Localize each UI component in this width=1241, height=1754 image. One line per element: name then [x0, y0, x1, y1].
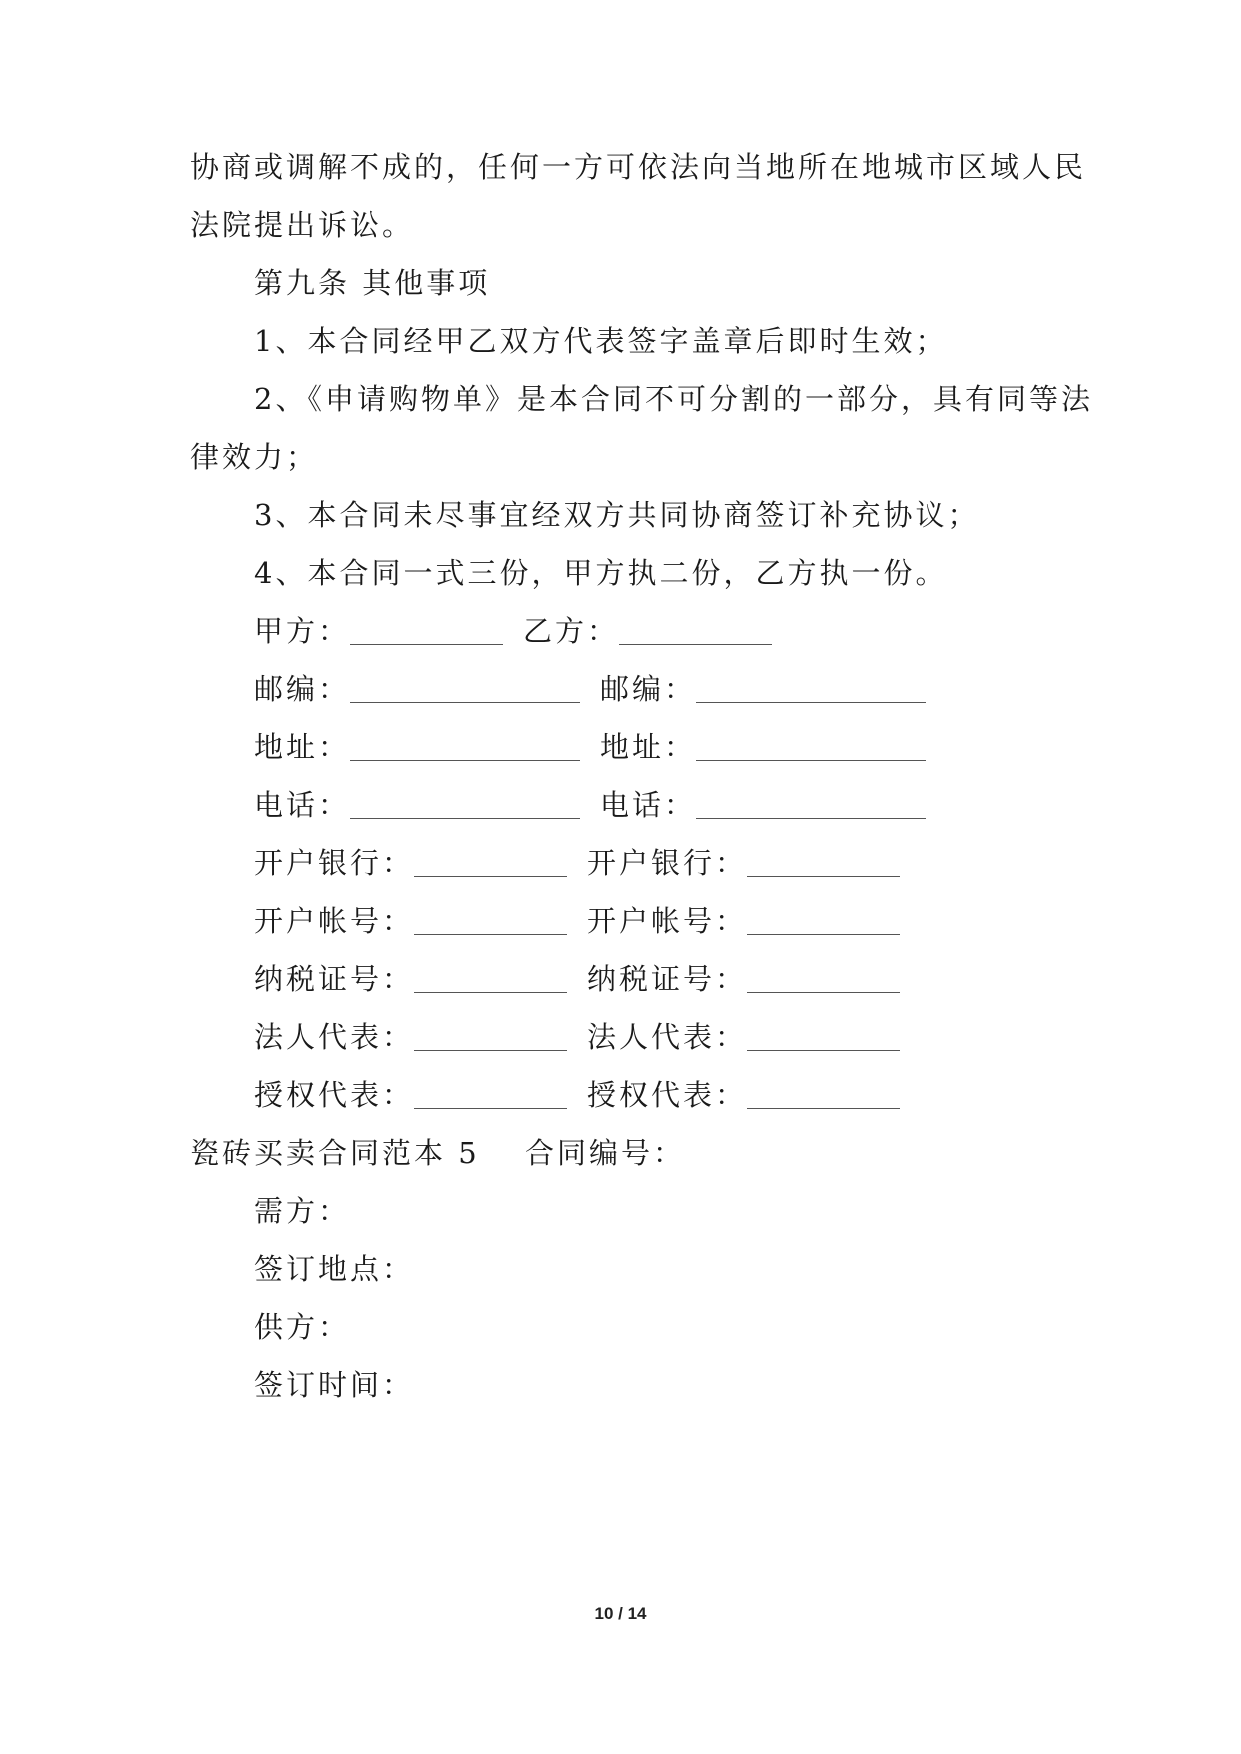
- tax-label-b: 纳税证号：: [587, 962, 748, 996]
- signature-row-phone: [254, 785, 926, 825]
- party-b-blank[interactable]: [619, 614, 772, 645]
- address-blank-b[interactable]: [696, 730, 926, 761]
- account-label-b: 开户帐号：: [587, 904, 748, 938]
- account-blank-a[interactable]: [414, 904, 567, 935]
- signature-row-account: [254, 901, 900, 941]
- clause-item-4: 4、本合同一式三份，甲方执二份，乙方执一份。: [254, 556, 948, 590]
- clause-item-3: 3、本合同未尽事宜经双方共同协商签订补充协议；: [254, 498, 980, 532]
- auth-rep-label-b: 授权代表：: [587, 1078, 748, 1112]
- party-a-label: 甲方：: [254, 614, 351, 648]
- tax-blank-a[interactable]: [414, 962, 567, 993]
- phone-blank-b[interactable]: [696, 788, 926, 819]
- postcode-blank-a[interactable]: [350, 672, 580, 703]
- next-contract-title: 瓷砖买卖合同范本 5: [190, 1136, 480, 1170]
- signature-row-tax: [254, 959, 900, 999]
- legal-rep-blank-b[interactable]: [747, 1020, 900, 1051]
- sign-time-label: 签订时间：: [254, 1368, 415, 1402]
- bank-blank-b[interactable]: [747, 846, 900, 877]
- tax-label-a: 纳税证号：: [254, 962, 415, 996]
- address-blank-a[interactable]: [350, 730, 580, 761]
- auth-rep-blank-a[interactable]: [414, 1078, 567, 1109]
- bank-blank-a[interactable]: [414, 846, 567, 877]
- supplier-label: 供方：: [254, 1310, 351, 1344]
- signature-row-legal-rep: [254, 1017, 900, 1057]
- signature-row-bank: [254, 843, 900, 883]
- phone-label-b: 电话：: [600, 788, 697, 822]
- bank-label-b: 开户银行：: [587, 846, 748, 880]
- clause-item-1: 1、本合同经甲乙双方代表签字盖章后即时生效；: [254, 324, 948, 358]
- party-a-blank[interactable]: [350, 614, 503, 645]
- legal-rep-label-b: 法人代表：: [587, 1020, 748, 1054]
- auth-rep-label-a: 授权代表：: [254, 1078, 415, 1112]
- account-label-a: 开户帐号：: [254, 904, 415, 938]
- signature-row-address: [254, 727, 926, 767]
- address-label-a: 地址：: [254, 730, 351, 764]
- contract-number-label: 合同编号：: [525, 1136, 686, 1170]
- account-blank-b[interactable]: [747, 904, 900, 935]
- postcode-label-b: 邮编：: [600, 672, 697, 706]
- paragraph-dispute-line1: 协商或调解不成的，任何一方可依法向当地所在地城市区域人民: [190, 150, 1087, 184]
- auth-rep-blank-b[interactable]: [747, 1078, 900, 1109]
- buyer-label: 需方：: [254, 1194, 351, 1228]
- legal-rep-blank-a[interactable]: [414, 1020, 567, 1051]
- article-9-title: 第九条 其他事项: [254, 266, 491, 300]
- party-b-label: 乙方：: [523, 614, 620, 648]
- legal-rep-label-a: 法人代表：: [254, 1020, 415, 1054]
- signature-row-parties: [254, 611, 772, 651]
- signature-row-postcode: [254, 669, 926, 709]
- tax-blank-b[interactable]: [747, 962, 900, 993]
- postcode-label-a: 邮编：: [254, 672, 351, 706]
- clause-item-2-line1: 2、《申请购物单》是本合同不可分割的一部分，具有同等法: [254, 382, 1093, 416]
- phone-blank-a[interactable]: [350, 788, 580, 819]
- address-label-b: 地址：: [600, 730, 697, 764]
- page-number-footer: 10 / 14: [594, 1604, 647, 1623]
- signature-row-auth-rep: [254, 1075, 900, 1115]
- postcode-blank-b[interactable]: [696, 672, 926, 703]
- clause-item-2-line2: 律效力；: [190, 440, 319, 474]
- phone-label-a: 电话：: [254, 788, 351, 822]
- sign-place-label: 签订地点：: [254, 1252, 415, 1286]
- paragraph-dispute-line2: 法院提出诉讼。: [190, 208, 415, 242]
- bank-label-a: 开户银行：: [254, 846, 415, 880]
